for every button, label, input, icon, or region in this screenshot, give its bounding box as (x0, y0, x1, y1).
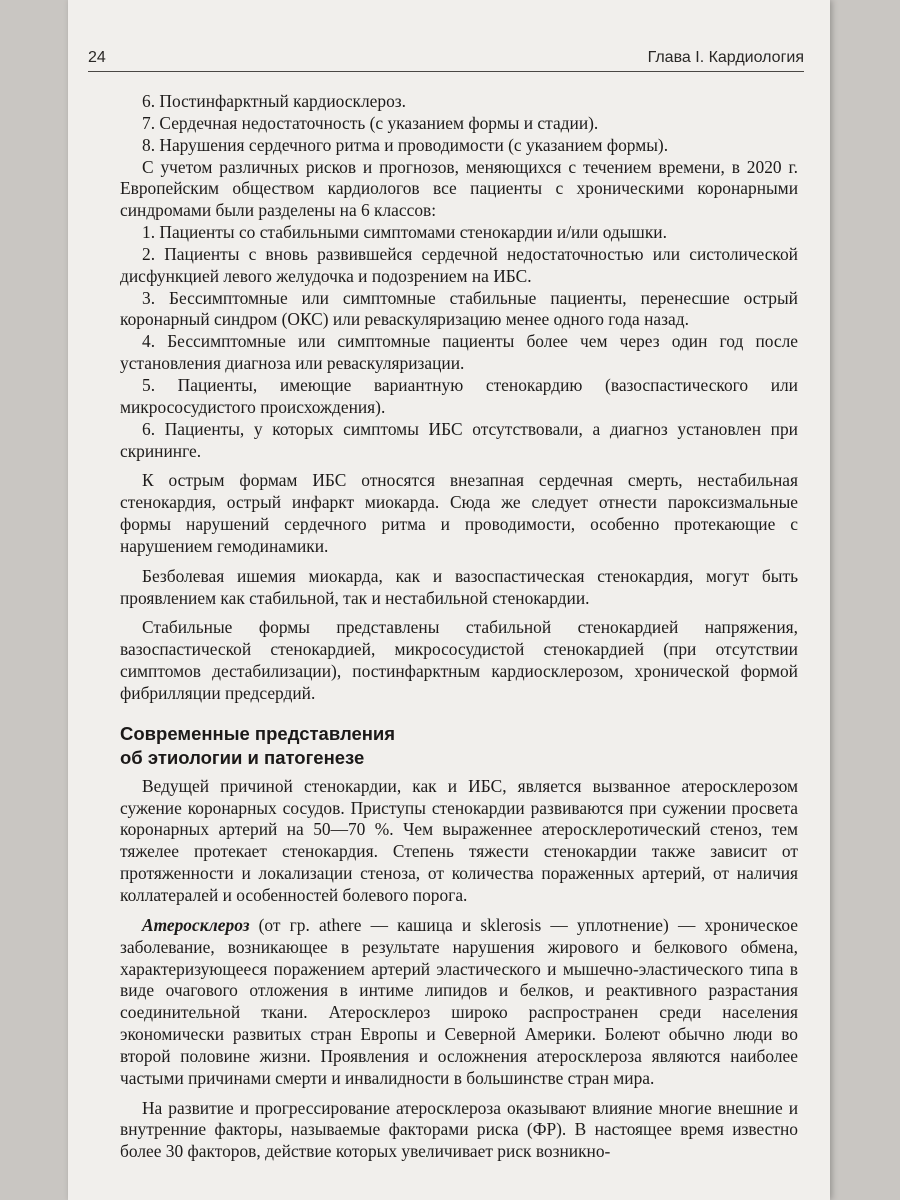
list-item: 8. Нарушения сердечного ритма и проводимости (с указанием формы). (142, 134, 669, 155)
term-atherosclerosis: Атеросклероз (142, 914, 250, 935)
paragraph-risk-factors: На развитие и прогрессирование атеросклероза оказывают влияние многие внешние и внутренние факторы, называемые факторами риска (ФР). В настоящее время известно более 30 факторов, действие которых увеличивает риск возникно- (120, 1097, 798, 1162)
chapter-title: Глава I. Кардиология (647, 49, 804, 66)
list-item: 6. Постинфарктный кардиосклероз. (142, 91, 406, 111)
class-item: 5. Пациенты, имеющие вариантную стенокардию (вазоспастического или микрососудистого происхождения). (120, 374, 798, 417)
atherosclerosis-definition: (от гр. athere — кашица и sklerosis — уплотнение) — хроническое заболевание, возникающее в результате нарушения жирового и белкового обмена, характеризующееся поражением артерий эластического и мышечно-эластического типа в виде очагового отложения в интиме липидов и белков, и реактивного разрастания соединительной ткани. Атеросклероз широко распространен среди населения экономически развитых стран Европы и Северной Америки. Болеют обычно люди во второй половине жизни. Проявления и осложнения атеросклероза являются наиболее частыми причинами смерти и инвалидности в большинстве стран мира. (120, 914, 798, 1088)
class-item: 2. Пациенты с вновь развившейся сердечной недостаточностью или систолической дисфункцией левого желудочка и подозрением на ИБС. (120, 243, 798, 286)
list-item: 7. Сердечная недостаточность (с указанием формы и стадии). (142, 112, 599, 133)
paragraph-cause: Ведущей причиной стенокардии, как и ИБС, является вызванное атеросклерозом сужение коронарных сосудов. Приступы стенокардии развиваются при сужении просвета коронарных артерий на 50—70 %. Чем выраженнее атеросклеротический стеноз, тем тяжелее протекает стенокардия. Степень тяжести стенокардии также зависит от протяженности и локализации стеноза, от количества пораженных артерий, от наличия коллатералей и особенностей болевого порога. (120, 775, 798, 905)
running-header (88, 49, 804, 72)
paragraph-atherosclerosis (120, 915, 798, 1090)
class-item: 1. Пациенты со стабильными симптомами стенокардии и/или одышки. (142, 222, 667, 243)
class-item: 6. Пациенты, у которых симптомы ИБС отсутствовали, а диагноз установлен при скрининге. (120, 418, 798, 461)
section-heading-line: об этиологии и патогенезе (120, 746, 365, 768)
section-heading (120, 722, 798, 770)
paragraph-intro-2020: С учетом различных рисков и прогнозов, меняющихся с течением времени, в 2020 г. Европейским обществом кардиологов все пациенты с хроническими коронарными синдромами были разделены на 6 классов: (120, 156, 798, 221)
class-item: 3. Бессимптомные или симптомные стабильные пациенты, перенесшие острый коронарный синдром (ОКС) или реваскуляризацию менее одного года назад. (120, 287, 798, 330)
paragraph-painless-ischemia: Безболевая ишемия миокарда, как и вазоспастическая стенокардия, могут быть проявлением как стабильной, так и нестабильной стенокардии. (120, 565, 798, 608)
book-page (68, 0, 830, 1200)
page-body (120, 91, 798, 1163)
class-item: 4. Бессимптомные или симптомные пациенты более чем через один год после установления диагноза или реваскуляризации. (120, 331, 798, 374)
page-number: 24 (88, 49, 106, 66)
section-heading-line: Современные представления (120, 722, 396, 744)
paragraph-acute-forms: К острым формам ИБС относятся внезапная сердечная смерть, нестабильная стенокардия, острый инфаркт миокарда. Сюда же следует отнести пароксизмальные формы нарушений сердечного ритма и проводимости, особенно протекающие с нарушением гемодинамики. (120, 470, 798, 556)
paragraph-stable-forms: Стабильные формы представлены стабильной стенокардией напряжения, вазоспастической стенокардией, микрососудистой стенокардией (при отсутствии симптомов дестабилизации), постинфарктным кардиосклерозом, хронической формой фибрилляции предсердий. (120, 617, 798, 703)
